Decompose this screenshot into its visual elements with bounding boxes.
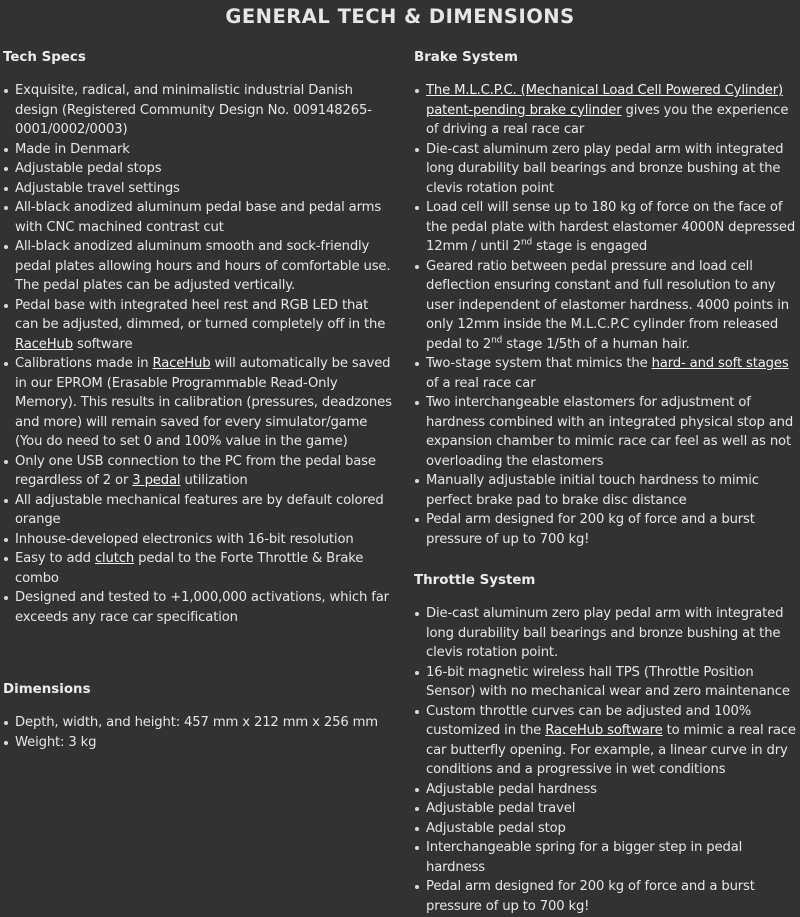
bullet-icon xyxy=(415,265,419,269)
bullet-icon xyxy=(4,538,8,542)
throttle-system-heading: Throttle System xyxy=(414,573,536,588)
list-item: Adjustable pedal stop xyxy=(414,819,800,839)
bullet-icon xyxy=(415,788,419,792)
bullet-icon xyxy=(4,460,8,464)
bullet-icon xyxy=(415,89,419,93)
bullet-icon xyxy=(415,401,419,405)
left-column xyxy=(3,48,395,752)
list-item: The M.L.C.P.C. (Mechanical Load Cell Powered Cylinder) patent-pending brake cylinder gives you the experience of driving a real race car xyxy=(414,81,800,140)
list-item: Interchangeable spring for a bigger step in pedal hardness xyxy=(414,838,800,877)
page-title: GENERAL TECH & DIMENSIONS xyxy=(225,5,575,28)
list-item: Die-cast aluminum zero play pedal arm with integrated long durability ball bearings and bronze bushing at the clevis rotation point xyxy=(414,140,800,199)
bullet-icon xyxy=(415,827,419,831)
list-item: Geared ratio between pedal pressure and load cell deflection ensuring constant and full resolution to any user independent of elastomer hardness. 4000 points in only 12mm inside the M.L.C.P.C cylinder from released pedal to 2nd stage 1/5th of a human hair. xyxy=(414,257,800,355)
bullet-icon xyxy=(4,596,8,600)
bullet-icon xyxy=(415,479,419,483)
bullet-icon xyxy=(415,148,419,152)
bullet-icon xyxy=(4,206,8,210)
bullet-icon xyxy=(415,671,419,675)
bullet-icon xyxy=(4,304,8,308)
bullet-icon xyxy=(4,499,8,503)
bullet-icon xyxy=(4,721,8,725)
bullet-icon xyxy=(4,741,8,745)
list-item: Inhouse-developed electronics with 16-bit resolution xyxy=(3,530,395,550)
list-item: Manually adjustable initial touch hardness to mimic perfect brake pad to brake disc distance xyxy=(414,471,800,510)
bullet-icon xyxy=(4,245,8,249)
bullet-icon xyxy=(415,710,419,714)
list-item: All adjustable mechanical features are by default colored orange xyxy=(3,491,395,530)
bullet-icon xyxy=(4,362,8,366)
bullet-icon xyxy=(4,89,8,93)
list-item: Weight: 3 kg xyxy=(3,733,395,753)
list-item: Only one USB connection to the PC from the pedal base regardless of 2 or 3 pedal utilization xyxy=(3,452,395,491)
list-item: Two interchangeable elastomers for adjustment of hardness combined with an integrated physical stop and expansion chamber to mimic race car feel as well as not overloading the elastomers xyxy=(414,393,800,471)
right-column xyxy=(414,48,800,916)
hard-soft-stages-link[interactable]: hard- and soft stages xyxy=(651,356,789,371)
list-item: Adjustable pedal travel xyxy=(414,799,800,819)
bullet-icon xyxy=(4,148,8,152)
bullet-icon xyxy=(415,885,419,889)
list-item: Pedal arm designed for 200 kg of force and a burst pressure of up to 700 kg! xyxy=(414,510,800,549)
bullet-icon xyxy=(4,187,8,191)
three-pedal-link[interactable]: 3 pedal xyxy=(132,473,181,488)
racehub-link[interactable]: RaceHub xyxy=(152,356,211,371)
list-item: Exquisite, radical, and minimalistic industrial Danish design (Registered Community Design No. 009148265-0001/0002/0003) xyxy=(3,81,395,140)
dimensions-list xyxy=(3,713,395,752)
list-item: Made in Denmark xyxy=(3,140,395,160)
list-item: Depth, width, and height: 457 mm x 212 mm x 256 mm xyxy=(3,713,395,733)
list-item: Easy to add clutch pedal to the Forte Throttle & Brake combo xyxy=(3,549,395,588)
bullet-icon xyxy=(415,807,419,811)
list-item: Die-cast aluminum zero play pedal arm with integrated long durability ball bearings and bronze bushing at the clevis rotation point. xyxy=(414,604,800,663)
list-item: All-black anodized aluminum smooth and sock-friendly pedal plates allowing hours and hours of comfortable use. The pedal plates can be adjusted vertically. xyxy=(3,237,395,296)
list-item: Two-stage system that mimics the hard- and soft stages of a real race car xyxy=(414,354,800,393)
list-item: Adjustable travel settings xyxy=(3,179,395,199)
racehub-link[interactable]: RaceHub xyxy=(15,336,73,352)
brake-system-list xyxy=(414,81,800,549)
list-item: Pedal arm designed for 200 kg of force and a burst pressure of up to 700 kg! xyxy=(414,877,800,916)
tech-specs-heading: Tech Specs xyxy=(3,50,86,65)
list-item: Designed and tested to +1,000,000 activations, which far exceeds any race car specification xyxy=(3,588,395,627)
bullet-icon xyxy=(4,167,8,171)
list-item: All-black anodized aluminum pedal base and pedal arms with CNC machined contrast cut xyxy=(3,198,395,237)
bullet-icon xyxy=(415,518,419,522)
bullet-icon xyxy=(415,846,419,850)
mlcpc-link[interactable]: The M.L.C.P.C. (Mechanical Load Cell Powered Cylinder) patent-pending brake cylinder xyxy=(426,83,784,118)
list-item: Load cell will sense up to 180 kg of force on the face of the pedal plate with hardest elastomer 4000N depressed 12mm / until 2nd stage is engaged xyxy=(414,198,800,257)
list-item: Adjustable pedal stops xyxy=(3,159,395,179)
list-item: Custom throttle curves can be adjusted and 100% customized in the RaceHub software to mimic a real race car butterfly opening. For example, a linear curve in dry conditions and a progressive in wet conditions xyxy=(414,702,800,780)
dimensions-heading: Dimensions xyxy=(3,682,91,697)
list-item: Pedal base with integrated heel rest and RGB LED that can be adjusted, dimmed, or turned completely off in the RaceHub software xyxy=(3,296,395,355)
bullet-icon xyxy=(415,206,419,210)
tech-specs-list xyxy=(3,81,395,627)
racehub-software-link[interactable]: RaceHub software xyxy=(545,723,663,738)
list-item: Adjustable pedal hardness xyxy=(414,780,800,800)
bullet-icon xyxy=(415,612,419,616)
clutch-link[interactable]: clutch xyxy=(94,551,135,566)
throttle-system-list xyxy=(414,604,800,916)
bullet-icon xyxy=(415,362,419,366)
list-item: Calibrations made in RaceHub will automatically be saved in our EPROM (Erasable Programmable Read-Only Memory). This results in calibration (pressures, deadzones and more) will remain saved for every simulator/game (You do need to set 0 and 100% value in the game) xyxy=(3,354,395,452)
bullet-icon xyxy=(4,557,8,561)
brake-system-heading: Brake System xyxy=(414,50,518,65)
list-item: 16-bit magnetic wireless hall TPS (Throttle Position Sensor) with no mechanical wear and zero maintenance xyxy=(414,663,800,702)
